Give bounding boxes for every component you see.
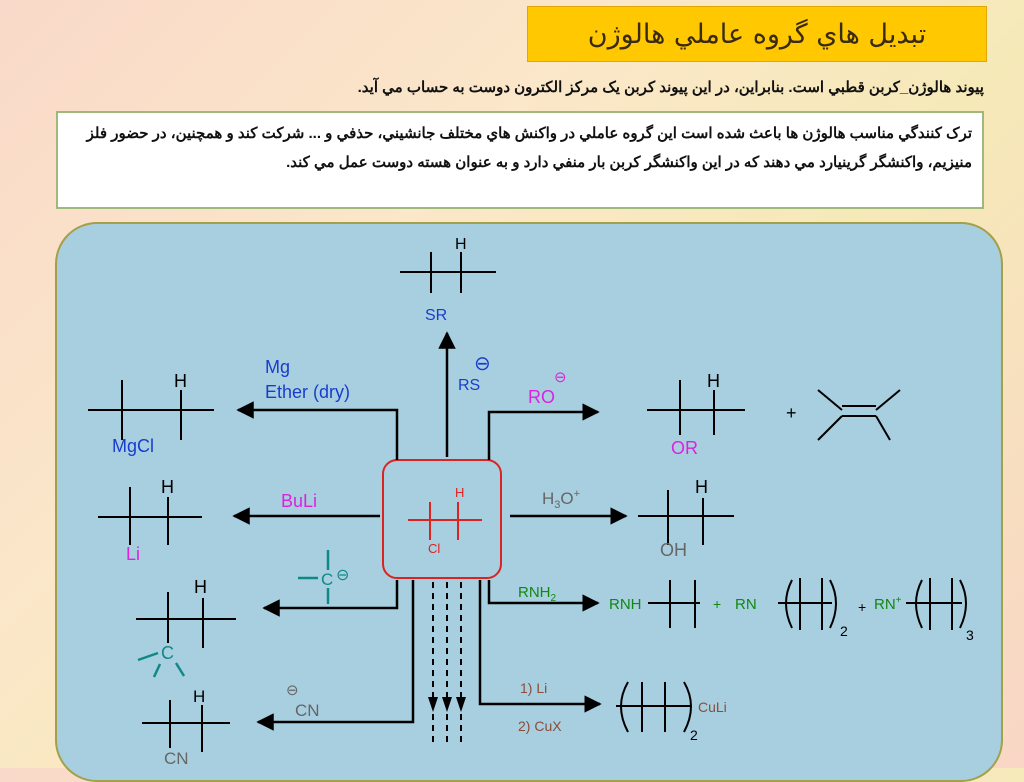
arrow-elimination <box>489 412 598 460</box>
amine-plus2: + <box>858 599 867 615</box>
alkylated-c: C <box>161 643 174 663</box>
cuprate-skeleton <box>616 682 691 732</box>
alcohol-h: H <box>695 477 708 497</box>
note-box: ترک کنندگي مناسب هالوژن ها باعث شده است اين گروه عاملي در واکنش هاي مختلف جانشيني، حذفي و ... شرکت کند و همچنين، در حضور فلز منيزيم، واکنشگر گرينيارد مي دهند که در اين واکنشگر کربن بار منفي دارد و به عنوان هسته دوست عمل مي کند. <box>56 111 984 209</box>
cuprate-step1: 1) Li <box>520 680 548 696</box>
center-skeleton <box>408 502 482 540</box>
cyanide-charge: ⊖ <box>286 682 299 699</box>
ether-or: OR <box>671 438 698 458</box>
cyanide-reagent: CN <box>295 701 320 720</box>
alkene-structure <box>818 390 900 440</box>
dashed-arrows <box>433 582 461 745</box>
thioether-sr: SR <box>425 307 448 324</box>
amine-p2-label: RN <box>735 596 757 613</box>
center-h-label: H <box>455 485 465 500</box>
cuprate-step2: 2) CuX <box>518 718 562 734</box>
grignard-mgcl: MgCl <box>112 436 155 456</box>
alkylated-skeleton <box>136 592 236 648</box>
cuprate-subscript: 2 <box>690 727 698 743</box>
rs-reagent: RS <box>458 377 481 394</box>
arrow-cyanide <box>258 580 413 722</box>
nitrile-cn: CN <box>164 749 189 768</box>
ether-h: H <box>707 371 720 391</box>
rs-charge: ⊖ <box>474 353 491 375</box>
carbanion-reagent-c: C <box>321 570 334 589</box>
amine-p2-skeleton <box>778 578 836 630</box>
ro-charge: ⊖ <box>554 369 567 386</box>
alcohol-skeleton <box>638 490 734 545</box>
amine-p3-subscript: 3 <box>966 627 974 643</box>
amine-p2-subscript: 2 <box>840 623 848 639</box>
ro-reagent: RO <box>528 387 555 407</box>
cuprate-label: CuLi <box>698 699 727 715</box>
arrow-grignard <box>238 410 397 460</box>
thioether-skeleton <box>400 252 496 293</box>
h3o-reagent: $H_3O^+$ <box>542 488 581 511</box>
grignard-reagent-mg: Mg <box>265 357 291 377</box>
amine-p3-skeleton <box>906 578 966 630</box>
organolithium-li: Li <box>126 544 141 564</box>
intro-text: پيوند هالوژن_کربن قطبي است. بنابراين، در اين پيوند کربن يک مرکز الکترون دوست به حساب مي آيد. <box>357 79 984 96</box>
grignard-h: H <box>174 371 187 391</box>
buli-reagent: BuLi <box>281 491 318 511</box>
elimination-plus: + <box>786 403 797 423</box>
organolithium-skeleton <box>98 487 202 545</box>
alkylated-h: H <box>194 577 207 597</box>
carbanion-charge: ⊖ <box>336 567 350 584</box>
grignard-skeleton <box>88 380 214 440</box>
thioether-h: H <box>455 236 467 253</box>
alcohol-oh: OH <box>660 540 687 560</box>
dashed-arrowheads <box>428 697 466 712</box>
amine-reagent: $RNH_2$ <box>518 584 557 604</box>
center-cl-label: Cl <box>428 541 441 556</box>
amine-p1-label: RNH <box>609 596 642 613</box>
organolithium-h: H <box>161 477 174 497</box>
amine-p3-label: RN+ <box>874 595 902 613</box>
nitrile-h: H <box>193 687 206 706</box>
slide-title: تبديل هاي گروه عاملي هالوژن <box>527 6 987 62</box>
nitrile-skeleton <box>142 700 230 752</box>
amine-plus1: + <box>713 596 722 612</box>
grignard-reagent-ether: Ether (dry) <box>265 382 351 402</box>
ether-skeleton <box>647 380 745 435</box>
amine-p1-skeleton <box>648 580 700 628</box>
